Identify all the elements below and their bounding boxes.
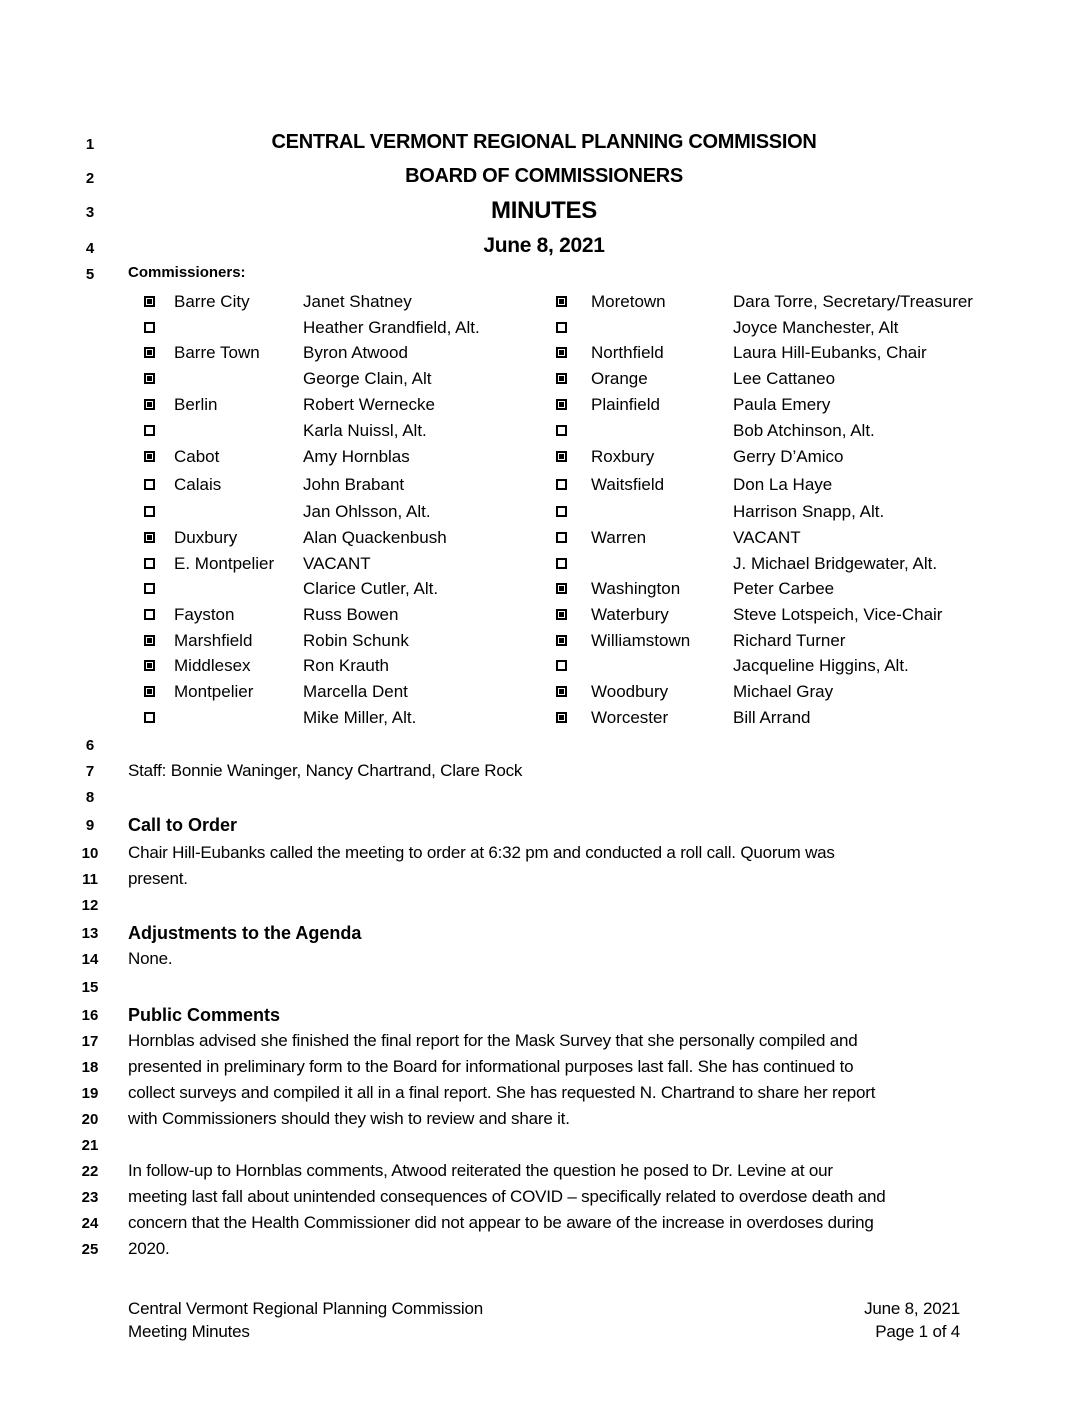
section-heading-public-comments: Public Comments — [128, 1005, 281, 1025]
commissioner-name: Peter Carbee — [733, 579, 835, 598]
commissioner-name: Lee Cattaneo — [733, 369, 836, 388]
town-name: Williamstown — [591, 631, 691, 650]
unchecked-box-icon — [556, 532, 567, 543]
section-heading-adjustments: Adjustments to the Agenda — [128, 923, 362, 943]
checked-box-icon — [556, 686, 567, 697]
paragraph-line: None. — [128, 949, 173, 968]
line-number: 13 — [81, 925, 99, 942]
commissioner-name: J. Michael Bridgewater, Alt. — [733, 554, 938, 573]
town-name: Washington — [591, 579, 681, 598]
town-name: Waterbury — [591, 605, 669, 624]
line-number: 21 — [81, 1137, 99, 1154]
commissioner-name: Janet Shatney — [303, 292, 412, 311]
unchecked-box-icon — [556, 506, 567, 517]
commissioner-name: Bill Arrand — [733, 708, 811, 727]
paragraph-line: Chair Hill-Eubanks called the meeting to order at 6:32 pm and conducted a roll call. Quorum was — [128, 843, 835, 862]
commissioner-name: Byron Atwood — [303, 343, 408, 362]
unchecked-box-icon — [556, 660, 567, 671]
line-number: 24 — [81, 1215, 99, 1232]
town-name: Orange — [591, 369, 648, 388]
checked-box-icon — [556, 373, 567, 384]
line-number: 18 — [81, 1059, 99, 1076]
checked-box-icon — [556, 635, 567, 646]
board-title: BOARD OF COMMISSIONERS — [405, 165, 683, 187]
checked-box-icon — [556, 399, 567, 410]
commissioner-name: Jan Ohlsson, Alt. — [303, 502, 431, 521]
doc-type-title: MINUTES — [491, 197, 597, 224]
unchecked-box-icon — [144, 558, 155, 569]
unchecked-box-icon — [144, 322, 155, 333]
paragraph-line: concern that the Health Commissioner did not appear to be aware of the increase in overdoses during — [128, 1213, 874, 1232]
commissioners-label: Commissioners: — [128, 264, 246, 281]
line-number: 14 — [81, 951, 99, 968]
paragraph-line: In follow-up to Hornblas comments, Atwood reiterated the question he posed to Dr. Levine at our — [128, 1161, 833, 1180]
town-name: Duxbury — [174, 528, 238, 547]
unchecked-box-icon — [556, 558, 567, 569]
line-number: 5 — [85, 266, 95, 283]
line-number: 16 — [81, 1007, 99, 1024]
commissioner-name: Karla Nuissl, Alt. — [303, 421, 427, 440]
commissioner-name: Robin Schunk — [303, 631, 409, 650]
commissioner-name: George Clain, Alt — [303, 369, 432, 388]
town-name: Marshfield — [174, 631, 253, 650]
commissioner-name: Alan Quackenbush — [303, 528, 447, 547]
commissioner-name: Ron Krauth — [303, 656, 389, 675]
checked-box-icon — [556, 609, 567, 620]
commissioner-name: Don La Haye — [733, 475, 833, 494]
unchecked-box-icon — [144, 506, 155, 517]
meeting-date: June 8, 2021 — [483, 234, 605, 257]
line-number: 12 — [81, 897, 99, 914]
commissioner-name: Laura Hill-Eubanks, Chair — [733, 343, 927, 362]
section-heading-call-to-order: Call to Order — [128, 815, 238, 835]
paragraph-line: presented in preliminary form to the Board for informational purposes last fall. She has continued to — [128, 1057, 854, 1076]
commissioner-name: Michael Gray — [733, 682, 834, 701]
paragraph-line: collect surveys and compiled it all in a final report. She has requested N. Chartrand to share her report — [128, 1083, 876, 1102]
town-name: Barre City — [174, 292, 250, 311]
checked-box-icon — [556, 347, 567, 358]
footer-org: Central Vermont Regional Planning Commission — [128, 1299, 483, 1318]
commissioner-name: VACANT — [733, 528, 801, 547]
town-name: Moretown — [591, 292, 666, 311]
line-number: 1 — [85, 136, 95, 153]
commissioner-name: Dara Torre, Secretary/Treasurer — [733, 292, 973, 311]
line-number: 17 — [81, 1033, 99, 1050]
commissioner-name: Gerry D’Amico — [733, 447, 844, 466]
commissioner-name: John Brabant — [303, 475, 405, 494]
line-number: 20 — [81, 1111, 99, 1128]
commissioner-name: Marcella Dent — [303, 682, 408, 701]
staff-list: Staff: Bonnie Waninger, Nancy Chartrand, Clare Rock — [128, 761, 523, 780]
commissioner-name: Bob Atchinson, Alt. — [733, 421, 875, 440]
line-number: 3 — [85, 204, 95, 221]
commissioner-name: Russ Bowen — [303, 605, 399, 624]
line-number: 8 — [85, 789, 95, 806]
commissioner-name: Harrison Snapp, Alt. — [733, 502, 885, 521]
line-number: 9 — [85, 817, 95, 834]
paragraph-line: present. — [128, 869, 188, 888]
footer-doc: Meeting Minutes — [128, 1322, 250, 1341]
line-number: 10 — [81, 845, 99, 862]
town-name: Middlesex — [174, 656, 251, 675]
unchecked-box-icon — [556, 322, 567, 333]
unchecked-box-icon — [144, 609, 155, 620]
checked-box-icon — [144, 451, 155, 462]
town-name: Warren — [591, 528, 647, 547]
town-name: Waitsfield — [591, 475, 665, 494]
unchecked-box-icon — [556, 425, 567, 436]
commissioner-name: Jacqueline Higgins, Alt. — [733, 656, 909, 675]
checked-box-icon — [144, 635, 155, 646]
town-name: Calais — [174, 475, 222, 494]
checked-box-icon — [556, 296, 567, 307]
commissioner-name: Robert Wernecke — [303, 395, 435, 414]
paragraph-line: meeting last fall about unintended consequences of COVID – specifically related to overdose death and — [128, 1187, 886, 1206]
footer-date: June 8, 2021 — [864, 1299, 960, 1318]
checked-box-icon — [144, 296, 155, 307]
line-number: 22 — [81, 1163, 99, 1180]
town-name: Barre Town — [174, 343, 260, 362]
line-number: 4 — [85, 240, 95, 257]
commissioner-name: Paula Emery — [733, 395, 831, 414]
checked-box-icon — [556, 712, 567, 723]
commissioner-name: Steve Lotspeich, Vice-Chair — [733, 605, 943, 624]
paragraph-line: with Commissioners should they wish to review and share it. — [128, 1109, 570, 1128]
town-name: Montpelier — [174, 682, 254, 701]
org-title: CENTRAL VERMONT REGIONAL PLANNING COMMISSION — [271, 131, 817, 153]
unchecked-box-icon — [144, 712, 155, 723]
checked-box-icon — [556, 583, 567, 594]
checked-box-icon — [144, 373, 155, 384]
town-name: Fayston — [174, 605, 235, 624]
commissioner-name: Clarice Cutler, Alt. — [303, 579, 439, 598]
town-name: Worcester — [591, 708, 669, 727]
town-name: Berlin — [174, 395, 218, 414]
unchecked-box-icon — [144, 583, 155, 594]
line-number: 2 — [85, 170, 95, 187]
commissioner-name: Mike Miller, Alt. — [303, 708, 417, 727]
checked-box-icon — [144, 347, 155, 358]
commissioner-name: Amy Hornblas — [303, 447, 410, 466]
checked-box-icon — [144, 660, 155, 671]
line-number: 19 — [81, 1085, 99, 1102]
town-name: Cabot — [174, 447, 220, 466]
unchecked-box-icon — [556, 479, 567, 490]
line-number: 25 — [81, 1241, 99, 1258]
line-number: 15 — [81, 979, 99, 996]
town-name: Roxbury — [591, 447, 655, 466]
town-name: Northfield — [591, 343, 664, 362]
commissioner-name: VACANT — [303, 554, 371, 573]
paragraph-line: 2020. — [128, 1239, 170, 1258]
line-number: 7 — [85, 763, 95, 780]
town-name: Woodbury — [591, 682, 669, 701]
checked-box-icon — [144, 532, 155, 543]
town-name: Plainfield — [591, 395, 660, 414]
commissioner-name: Richard Turner — [733, 631, 846, 650]
footer-page-number: Page 1 of 4 — [875, 1322, 960, 1341]
checked-box-icon — [144, 399, 155, 410]
unchecked-box-icon — [144, 425, 155, 436]
checked-box-icon — [556, 451, 567, 462]
unchecked-box-icon — [144, 479, 155, 490]
paragraph-line: Hornblas advised she finished the final report for the Mask Survey that she personally compiled and — [128, 1031, 858, 1050]
line-number: 6 — [85, 737, 95, 754]
commissioner-name: Joyce Manchester, Alt — [733, 318, 899, 337]
checked-box-icon — [144, 686, 155, 697]
town-name: E. Montpelier — [174, 554, 275, 573]
commissioner-name: Heather Grandfield, Alt. — [303, 318, 480, 337]
line-number: 11 — [82, 871, 98, 888]
line-number: 23 — [81, 1189, 99, 1206]
